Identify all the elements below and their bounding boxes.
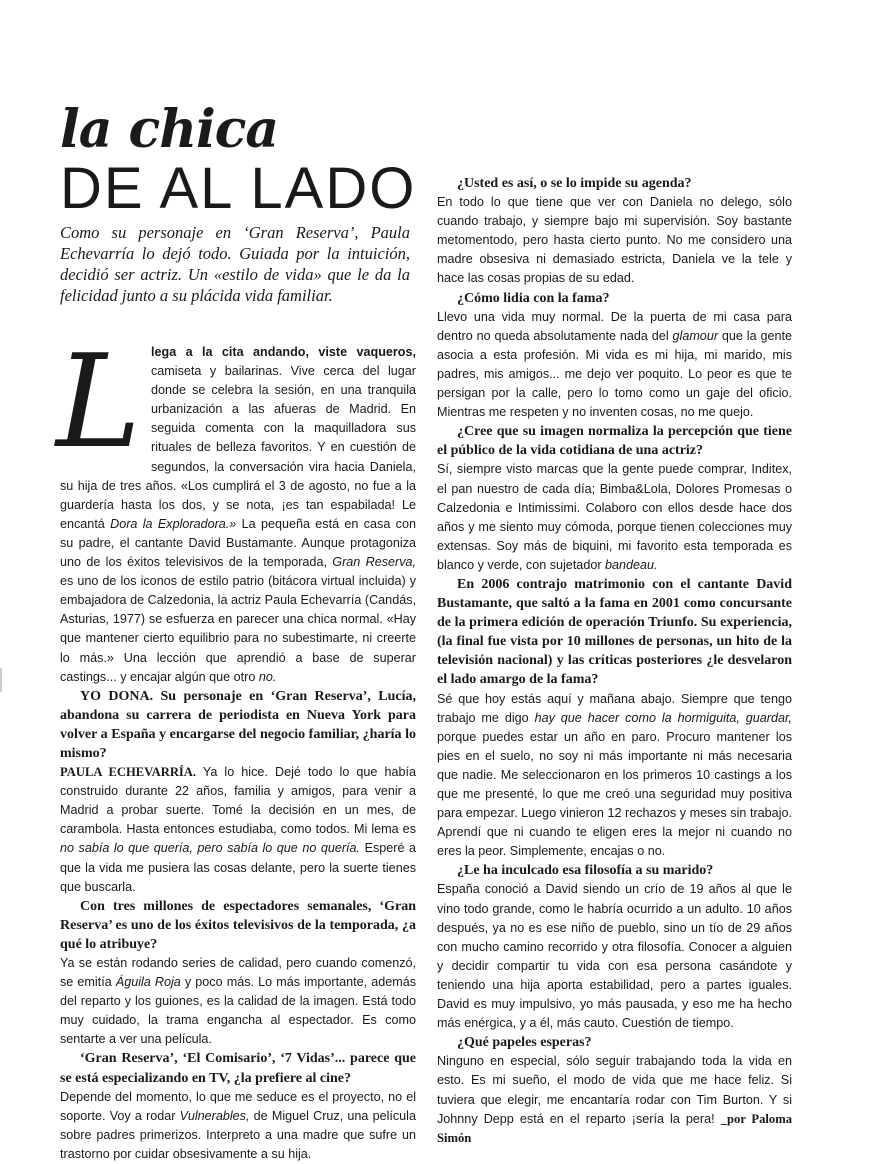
answer-text: porque puedes estar un año en paro. Procuro mantener los pies en el suelo, no soy ni más importante ni más necesaria que nadie. Me seleccionaron en los primeros 10 castings a los que me presenté, lo que me creó una seguridad muy positiva para empezar. Luego vinieron 12 rechazos y meses sin trabajo. Aprendí que ni cuando te eligen eres la mejor ni cuando no eres la peor. Simplemente, encajas o no. [437, 729, 792, 859]
answer: España conoció a David siendo un crío de 19 años al que le vino todo grande, como le habría ocurrido a un adulto. 10 años después, ya no es ese niño de pueblo, sino un tío de 29 años con mucho camino recorrido y otra filosofía. Conocer a alguien y decidir compartir tu vida con esa persona casándote y teniendo una hija aporta estabilidad, pero a partes iguales. David es muy impulsivo, yo más pausada, y eso me ha hecho más enérgica, y a él, más cauto. Cuestión de tiempo. [437, 882, 792, 1031]
lead-bold: lega a la cita andando, viste vaqueros, [151, 345, 416, 359]
left-column [56, 328, 417, 1164]
answer-text: Sí, siempre visto marcas que la gente puede comprar, Inditex, el pan nuestro de cada día; Bimba&Lola, Dolores Promesas o Calzedonia e Intimissimi. Colaboro con ellos desde hace dos años y me siento muy cómoda, porque tienen colecciones muy extensas. Soy más de biquini, mi favorito esta temporada es blanco y verde, con sujetador [437, 462, 792, 572]
answer-text: Depende del momento, lo que me seduce es el proyecto, no el soporte. Voy a rodar [60, 1089, 416, 1123]
answer [437, 460, 792, 575]
answer-text: Ya lo hice. Dejé todo lo que había construido durante 22 años, familia y amigos, para venir a Madrid a probar suerte. Tomé la decisión en un mes, de carambola. Hasta entonces estudiaba, como todos. Mi lema es [60, 765, 416, 837]
answer-italic: glamour [672, 328, 719, 343]
answer [437, 308, 792, 423]
lead-italic: no. [258, 669, 277, 684]
answer-italic: Águila Roja [115, 975, 181, 990]
answer-italic: Vulnerables, [179, 1108, 250, 1123]
question: YO DONA. Su personaje en ‘Gran Reserva’, Lucía, abandona su carrera de periodista en Nueva York para volver a España y encargarse del negocio familiar, ¿haría lo mismo? [60, 688, 416, 761]
answer: En todo lo que tiene que ver con Daniela no delego, sólo cuando trabajo, y siempre bajo mi supervisión. Soy bastante metomentodo, pero hasta cierto punto. No me considero una madre obsesiva ni demasiado estricta, Daniela ve la tele y hace las cosas propias de su edad. [437, 195, 792, 286]
question: Con tres millones de espectadores semanales, ‘Gran Reserva’ es uno de los éxitos televisivos de la temporada, ¿a qué lo atribuye? [60, 898, 416, 952]
lead-paragraph [56, 328, 417, 687]
drop-cap: L [56, 328, 141, 477]
question: ¿Cree que su imagen normaliza la percepción que tiene el público de la vida cotidiana de una actriz? [437, 424, 792, 459]
question: ¿Cómo lidia con la fama? [457, 290, 610, 306]
answer-text: Ninguno en especial, sólo seguir trabajando toda la vida en esto. Es mi sueño, el modo de vida que me hace feliz. Si tuviera que elegir, me encantaría rodar con Tim Burton. Y si Johnny Depp está en el reparto ¡sería la pera! [437, 1054, 792, 1126]
byline: _por Paloma Simón [437, 1111, 792, 1145]
answer [437, 1052, 792, 1147]
lead-text: es uno de los iconos de estilo patrio (bitácora virtual incluida) y embajadora de Calzedonia, la actriz Paula Echevarría (Candás, Asturias, 1977) se esfuerza en parecer una chica normal. «Hay que mantener cierto equilibrio para no subestimarte, ni creerte lo más.» Una lección que aprendió a base de superar castings... y encajar algún que otro [60, 574, 416, 684]
question: En 2006 contrajo matrimonio con el cantante David Bustamante, que saltó a la fama en 2001 como concursante de la primera edición de operación Triunfo. Su experiencia, (la final fue vista por 10 millones de personas, un hito de la televisión nacional) y las críticas posteriores ¿le desvelaron el lado amargo de la fama? [437, 576, 792, 688]
right-column [437, 174, 792, 1148]
answer-italic: hay que hacer como la hormiguita, guardar, [534, 710, 793, 725]
headline-italic: la chica [60, 99, 279, 160]
answer-text: Esperé a que la vida me pusiera las cosas delante, pero la suerte tienes que buscarla. [60, 841, 417, 894]
answer-text: y poco más. Lo más importante, además del reparto y los guiones, es la calidad de la imagen. Está todo muy cuidado, la trama engancha al espectador. Es como sentarte a ver una película. [60, 975, 416, 1047]
answer-text: de Miguel Cruz, una película sobre padres primerizos. Interpreto a una madre que sufre un trastorno por cuidar obsesivamente a su hija. [60, 1108, 416, 1161]
answer [60, 954, 416, 1049]
answer-text: Ya se están rodando series de calidad, pero cuando comenzó, se emitía [60, 956, 416, 990]
lead-text: camiseta y bailarinas. Vive cerca del lugar donde se celebra la sesión, en una tranquila urbanización a las afueras de Madrid. En seguida comenta con la maquilladora sus rituales de belleza favoritos. Y en cuestión de segundos, la conversación vira hacia Daniela, su hija de tres años. «Los cumplirá el 3 de agosto, no fue a la guardería hasta los dos, y se nota, ¡es tan espabilada! Le encantá [60, 364, 416, 531]
question: ¿Le ha inculcado esa filosofía a su marido? [457, 863, 714, 879]
answer-italic: no sabía lo que quería, pero sabía lo que no quería. [60, 841, 361, 856]
answer-text: Llevo una vida muy normal. De la puerta de mi casa para dentro no queda absolutamente nada del [437, 309, 792, 343]
question: ¿Qué papeles esperas? [457, 1035, 592, 1051]
answer-text: Sé que hoy estás aquí y mañana abajo. Siempre que tengo trabajo me digo [437, 691, 792, 725]
answer [60, 1088, 416, 1164]
answer [437, 690, 792, 862]
question: ¿Usted es así, o se lo impide su agenda? [457, 176, 692, 191]
lead-italic: Dora la Exploradora.» [110, 516, 237, 531]
answer [60, 763, 416, 897]
headline-caps: DE AL LADO [60, 156, 417, 221]
lead-italic: Gran Reserva, [332, 555, 417, 570]
lead-text: La pequeña está en casa con su padre, el cantante David Bustamante. Aunque protagoniza uno de los éxitos televisivos de la temporada, [60, 516, 416, 570]
page-edge-mark [0, 668, 2, 692]
standfirst: Como su personaje en ‘Gran Reserva’, Paula Echevarría lo dejó todo. Guiada por la intuición, decidió ser actriz. Un «estilo de vida» que le da la felicidad junto a su plácida vida familiar. [60, 223, 410, 305]
interviewee-name: PAULA ECHEVARRÍA. [60, 765, 197, 780]
answer-italic: bandeau. [605, 557, 658, 572]
answer-text: que la gente asocia a esta profesión. Mi vida es mi hija, mi marido, mis padres, mis amigos... me dejo ver poquito. Lo peor es que te persigan por la calle, pero lo tomo como un gaje del oficio. Mientras me respeten y no inventen cosas, no me quejo. [437, 328, 793, 420]
question: ‘Gran Reserva’, ‘El Comisario’, ‘7 Vidas’... parece que se está especializando en TV, ¿la prefiere al cine? [60, 1051, 416, 1086]
